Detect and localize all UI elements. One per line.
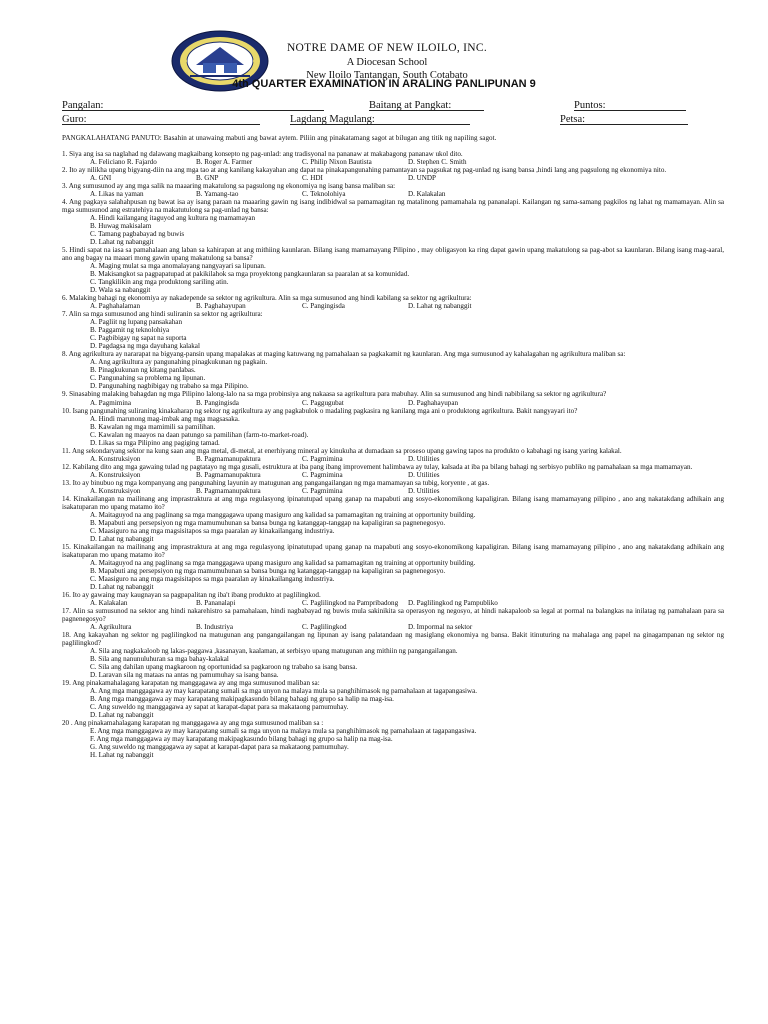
answer-option[interactable]: A. Ang agrikultura ay pangunahing pinagkukunan ng pagkain. — [90, 358, 268, 367]
answer-option[interactable]: D. Utilities — [408, 470, 440, 479]
answer-option[interactable]: A. Kalakalan — [90, 598, 128, 607]
question-stem: 6. Malaking bahagi ng ekonomiya ay nakadepende sa sektor ng agrikultura. Alin sa mga sumusunod ang hindi kabilang sa sektor ng agrikultura: — [62, 294, 472, 303]
answer-option[interactable]: C. Tangkilikin ang mga produktong sariling atin. — [90, 278, 229, 287]
school-header — [272, 42, 502, 83]
puntos-line[interactable] — [574, 100, 686, 111]
answer-option[interactable]: C. Pangunahing sa problema ng lipunan. — [90, 374, 206, 383]
question-stem: 20 . Ang pinakamahalagang karapatan ng manggagawa ay ang mga sumusunod maliban sa : — [62, 719, 324, 728]
answer-option[interactable]: A. Maging mulat sa mga anomalayang nangyayari sa lipunan. — [90, 262, 266, 271]
answer-options — [62, 174, 724, 182]
answer-options — [62, 559, 724, 591]
general-instructions: PANGKALAHATANG PANUTO: Basahin at unawaing mabuti ang bawat aytem. Piliin ang pinakatamang sagot at bilugan ang titik ng napiling sagot. — [62, 134, 497, 142]
answer-options — [62, 399, 724, 407]
question-15 — [62, 543, 724, 591]
answer-option[interactable]: D. Impormal na sektor — [408, 622, 473, 631]
question-19 — [62, 679, 724, 719]
answer-option[interactable]: A. Paghahalaman — [90, 302, 141, 311]
answer-option[interactable]: A. GNI — [90, 174, 112, 183]
question-stem: 16. Ito ay gawaing may kaugnayan sa pagpapalitan ng iba't ibang produkto at paglilingkod. — [62, 590, 321, 599]
question-stem: 12. Kabilang dito ang mga gawaing tulad ng pagtatayo ng mga gusali, estruktura at iba pang ibang improvement halimbawa ay tulay, kalsada at iba pa bilang bahagi ng serbisyo publiko ng pamahalaan sa mga mamamayan. — [62, 462, 693, 471]
answer-option[interactable]: A. Maitaguyod na ang paglinang sa mga manggagawa upang masiguro ang kalidad sa pamamagitan ng training at opportunity building. — [90, 558, 476, 567]
answer-option[interactable]: C. Kawalan ng maayos na daan patungo sa pamilihan (farm-to-market-road). — [90, 430, 309, 439]
answer-option[interactable]: B. Kawalan ng mga mamimili sa pamilihan. — [90, 422, 216, 431]
answer-option[interactable]: A. Maitaguyod na ang paglinang sa mga manggagawa upang masiguro ang kalidad sa pamamagitan ng training at opportunity building. — [90, 510, 476, 519]
info-row-1 — [62, 100, 722, 114]
question-17 — [62, 607, 724, 631]
answer-option[interactable]: D. Lahat ng nabanggit — [90, 238, 154, 247]
school-subtitle: A Diocesan School — [346, 56, 428, 68]
answer-options — [62, 190, 724, 198]
answer-option[interactable]: C. Paggugubat — [302, 398, 344, 407]
exam-content — [62, 134, 724, 759]
question-13 — [62, 479, 724, 495]
question-16 — [62, 591, 724, 607]
answer-option[interactable]: D. Kalakalan — [408, 190, 446, 199]
pangalan-label: Pangalan: — [62, 100, 104, 111]
answer-option[interactable]: B. Paggamit ng teknolohiya — [90, 326, 170, 335]
guro-label: Guro: — [62, 114, 87, 125]
answer-option[interactable]: B. Pagmamanupaktura — [196, 486, 261, 495]
answer-option[interactable]: A. Konstruksiyon — [90, 454, 141, 463]
answer-option[interactable]: C. Maasiguro na ang mga magsisitapos sa mga paaralan ay kinakailangang industriya. — [90, 526, 335, 535]
puntos-label: Puntos: — [574, 100, 606, 111]
question-stem: 14. Kinakailangan na mailinang ang imprastraktura at ang mga regulasyong ipinatutupad upang ganap na mapabuti ang sosyo-ekonomikong kapaligiran. Bilang isang mamamayang pilipino , ano ang nakatakdang adhikain ang isakatuparan mo upang matamo ito? — [62, 494, 724, 511]
answer-options — [62, 455, 724, 463]
answer-option[interactable]: A. Konstruksiyon — [90, 470, 141, 479]
answer-options — [62, 487, 724, 495]
question-stem: 13. Ito ay binubuo ng mga kompanyang ang pangunahing layunin ay matugunan ang pangangailangan ng mga mamamayan sa tubig, koryente , at gas. — [62, 478, 490, 487]
answer-options — [62, 302, 724, 310]
question-11 — [62, 447, 724, 463]
answer-option[interactable]: E. Ang mga manggagawa ay may karapatang sumali sa mga unyon na malaya mula sa panghihimasok ng pamahalaan at tagapangasiwa. — [90, 727, 477, 736]
answer-option[interactable]: D. UNDP — [408, 174, 436, 183]
answer-option[interactable]: B. Roger A. Farmer — [196, 158, 253, 167]
answer-option[interactable]: A. Pagmimina — [90, 398, 131, 407]
question-6 — [62, 294, 724, 310]
answer-option[interactable]: C. Sila ang dahilan upang magkaroon ng oportunidad sa pagkaroon ng trabaho sa isang bansa. — [90, 663, 358, 672]
question-10 — [62, 407, 724, 447]
answer-option[interactable]: C. Pagbibigay ng sapat na suporta — [90, 334, 187, 343]
answer-options — [62, 415, 724, 447]
answer-option[interactable]: D. Laravan sila ng mataas na antas ng pamumuhay sa isang bansa. — [90, 671, 279, 680]
baitang-line[interactable] — [369, 100, 484, 111]
answer-options — [62, 471, 724, 479]
answer-option[interactable]: D. Paglilingkod ng Pampubliko — [408, 598, 498, 607]
answer-option[interactable]: D. Likas sa mga Pilipino ang pagiging tamad. — [90, 438, 220, 447]
answer-option[interactable]: B. GNP — [196, 174, 219, 183]
answer-options — [62, 623, 724, 631]
question-stem: 10. Isang pangunahing suliraning kinakaharap ng sektor ng agrikultura ay ang pagkabulok o madaling pagkasira ng kanilang mga ani o produktong agrikultura. Bakit nangyayari ito? — [62, 406, 578, 415]
answer-option[interactable]: A. Feliciano R. Fajardo — [90, 158, 157, 167]
exam-title: 4th QUARTER EXAMINATION IN ARALING PANLIPUNAN 9 — [232, 78, 536, 90]
question-stem: 9. Sinasabing malaking bahagdan ng mga Pilipino lalong-lalo na sa mga probinsiya ang nakaasa sa agrikultura para mabuhay. Alin sa sumusunod ang hindi nabibilang sa sektor ng agrikultura? — [62, 390, 607, 399]
answer-options — [62, 358, 724, 390]
question-9 — [62, 390, 724, 406]
answer-option[interactable]: C. Paglilingkod na Pampribadong — [302, 598, 399, 607]
answer-options — [62, 511, 724, 543]
answer-options — [62, 318, 724, 350]
answer-option[interactable]: C. Pagmimina — [302, 470, 343, 479]
answer-options — [62, 727, 724, 759]
question-stem: 1. Siya ang isa sa naglahad ng dalawang magkaibang konsepto ng pag-unlad: ang tradisyonal na pananaw at makabagong pananaw ukol dito. — [62, 150, 463, 159]
answer-option[interactable]: B. Ang mga manggagawa ay may karapatang makipagkasundo bilang bahagi ng grupo sa halip na mag-isa. — [90, 695, 394, 704]
answer-option[interactable]: A. Hindi marunong mag-imbak ang mga magsasaka. — [90, 414, 240, 423]
petsa-line[interactable] — [560, 114, 688, 125]
answer-option[interactable]: B. Pinagkukunan ng kitang panlabas. — [90, 366, 196, 375]
answer-option[interactable]: B. Sila ang nanunuluhuran sa mga bahay-kalakal — [90, 655, 229, 663]
answer-options — [62, 599, 724, 607]
answer-options — [62, 647, 724, 679]
answer-options — [62, 687, 724, 719]
answer-option[interactable]: A. Konstruksiyon — [90, 486, 141, 495]
question-8 — [62, 350, 724, 390]
answer-option[interactable]: B. Yamang-tao — [196, 190, 239, 199]
answer-option[interactable]: C. Teknolohiya — [302, 190, 346, 199]
question-2 — [62, 166, 724, 182]
answer-option[interactable]: B. Mapabuti ang persepsiyon ng mga mamumuhunan sa bansa bunga ng katanggap-tanggap na kapaligiran sa pagnenegosyo. — [90, 518, 446, 527]
answer-option[interactable]: A. Sila ang nagkakaloob ng lakas-paggawa ,kasanayan, kaalaman, at serbisyo upang matugunan ang mithiin ng pangangailangan. — [90, 646, 458, 655]
answer-option[interactable]: D. Utilities — [408, 454, 440, 463]
answer-option[interactable]: D. Wala sa nabanggit — [90, 286, 151, 295]
lagdang-line[interactable] — [290, 114, 470, 125]
answer-option[interactable]: D. Lahat ng nabanggit — [408, 302, 472, 311]
answer-option[interactable]: B. Pananalapi — [196, 598, 236, 607]
answer-option[interactable]: C. Ang suweldo ng manggagawa ay sapat at karapat-dapat para sa makataong pamumuhay. — [90, 703, 349, 712]
petsa-label: Petsa: — [560, 114, 586, 125]
question-stem: 5. Hindi sapat na iasa sa pamahalaan ang laban sa kahirapan at ang mithiing kaunlaran. Bilang isang mamamayang Pilipino , may obligasyon ka ring dapat gawin upang makatulong sa pag-abot sa kaunlaran. Bilang isang mag-aaral, ano ang bagay na maaari mong gawin upang makatulong sa bansa? — [62, 246, 724, 263]
answer-option[interactable]: D. Pangunahing nagbibigay ng trabaho sa mga Pilipino. — [90, 382, 249, 391]
answer-option[interactable]: B. Huwag makisalam — [90, 222, 152, 231]
question-stem: 19. Ang pinakamahalagang karapatan ng manggagawa ay ang mga sumusunod maliban sa: — [62, 679, 320, 688]
answer-option[interactable]: D. Lahat ng nabanggit — [90, 711, 154, 720]
question-stem: 17. Alin sa sumusunod na sektor ang hindi nakarehistro sa pamahalaan, hindi nagbabayad ng buwis mula sakinikita sa operasyon ng negosyo, at hindi nakapaloob sa legal at pormal na balangkas na inilatag ng pamahalaan para sa pagnenegosyo? — [62, 606, 724, 623]
question-stem: 18. Ang kakayahan ng sektor ng paglilingkod na matugunan ang pangangailangan ng lipunan ay isang palatandaan ng masiglang ekonomiya ng bansa. Bakit itinuturing na mahalaga ang papel na ginagampanan ng sektor ng paglilingkod? — [62, 630, 724, 647]
answer-option[interactable]: C. Philip Nixon Bautista — [302, 158, 372, 167]
question-4 — [62, 198, 724, 246]
answer-option[interactable]: C. Tamang pagbabayad ng buwis — [90, 230, 185, 239]
answer-option[interactable]: A. Agrikultura — [90, 622, 132, 631]
answer-option[interactable]: D. Lahat ng nabanggit — [90, 534, 154, 543]
answer-option[interactable]: C. Pangingisda — [302, 302, 345, 311]
answer-options — [62, 262, 724, 294]
question-14 — [62, 495, 724, 543]
answer-option[interactable]: B. Pagmamanupaktura — [196, 454, 261, 463]
info-row-2 — [62, 114, 722, 128]
answer-option[interactable]: B. Makisangkot sa pagpapatupad at pakikilahok sa mga proyektong pangkaunlaran sa paaralan at sa komunidad. — [90, 270, 410, 279]
answer-options — [62, 158, 724, 166]
question-7 — [62, 310, 724, 350]
pangalan-line[interactable] — [62, 100, 324, 111]
question-list — [62, 150, 724, 759]
answer-option[interactable]: B. Mapabuti ang persepsiyon ng mga mamumuhunan sa bansa bunga ng katanggap-tanggap na kapaligiran sa pagnenegosyo. — [90, 566, 446, 575]
question-stem: 4. Ang pagkaya salahahpusan ng bawat isa ay isang paraan na maaaring gawin ng isang indibidwal sa pamamagitan ng matalinong pamamahala ng pananalapi. Kailangan ng sama-samang pagkilos ng lahat ng mamamayan. Alin sa mga sumusunod ang estratehiya na makatutulong sa pag-unlad ng bansa: — [62, 198, 724, 215]
answer-option[interactable]: A. Ang mga manggagawa ay may karapatang sumali sa mga unyon na malaya mula sa panghihimasok ng pamahalaan at tagapangasiwa. — [90, 687, 478, 696]
answer-option[interactable]: D. Utilities — [408, 486, 440, 495]
question-stem: 15. Kinakailangan na mailinang ang imprastraktura at ang mga regulasyong ipinatutupad upang ganap na mapabuti ang sosyo-ekonomikong kapaligiran. Bilang isang mamamayang pilipino , ano ang nakatakdang adhikain ang isakatuparan mo upang matamo ito? — [62, 542, 724, 559]
question-stem: 11. Ang sekondaryang sektor na kung saan ang mga metal, di-metal, at enerhiyang mineral ay kinukuha at dumadaan sa proseso upang gawing tapos na produkto o kabahagi ng isang yaring kalakal. — [62, 446, 622, 455]
answer-option[interactable]: D. Stephen C. Smith — [408, 158, 467, 167]
answer-option[interactable]: C. Maasiguro na ang mga magsisitapos sa mga paaralan ay kinakailangang industriya. — [90, 574, 335, 583]
question-stem: 2. Ito ay nilikha upang bigyang-diin na ang mga tao at ang kanilang kakayahan ang dapat na pinakapangunahing pamantayan sa pagsukat ng pag-unlad ng isang bansa ,hindi lang ang pagsulong ng ekonomiya nito. — [62, 166, 667, 175]
school-name: NOTRE DAME OF NEW ILOILO, INC. — [286, 42, 488, 54]
answer-option[interactable]: B. Paghahayupan — [196, 302, 246, 311]
baitang-label: Baitang at Pangkat: — [369, 100, 452, 111]
answer-option[interactable]: B. Pagmamanupaktura — [196, 470, 261, 479]
guro-line[interactable] — [62, 114, 260, 125]
answer-option[interactable]: D. Paghahayupan — [408, 398, 459, 407]
answer-option[interactable]: B. Pangingisda — [196, 398, 239, 407]
answer-option[interactable]: C. Pagmimina — [302, 486, 343, 495]
answer-option[interactable]: G. Ang suweldo ng manggagawa ay sapat at karapat-dapat para sa makataong pamumuhay. — [90, 743, 349, 752]
answer-options — [62, 214, 724, 246]
answer-option[interactable]: F. Ang mga manggagawa ay may karapatang makipagkasundo bilang bahagi ng grupo sa halip na mag-isa. — [90, 735, 393, 744]
answer-option[interactable]: B. Industriya — [196, 622, 234, 631]
question-3 — [62, 182, 724, 198]
question-18 — [62, 631, 724, 679]
answer-option[interactable]: D. Pagdagsa ng mga dayuhang kalakal — [90, 342, 200, 351]
question-stem: 8. Ang agrikultura ay nararapat na bigyang-pansin upang mapalakas at maging katuwang ng pamahalaan sa pagkakamit ng kaunlaran. Ang mga sumusunod ay kahalagahan ng agrikultura maliban sa: — [62, 350, 626, 359]
answer-option[interactable]: H. Lahat ng nabanggit — [90, 751, 154, 760]
answer-option[interactable]: C. Paglilingkod — [302, 622, 347, 631]
answer-option[interactable]: A. Pagliit ng lupang pansakahan — [90, 318, 183, 327]
question-5 — [62, 246, 724, 294]
question-stem: 7. Alin sa mga sumusunod ang hindi suliranin sa sektor ng agrikultura: — [62, 310, 263, 319]
lagdang-label: Lagdang Magulang: — [290, 114, 375, 125]
question-stem: 3. Ang sumusunod ay ang mga salik na maaaring makatulong sa pagsulong ng ekonomiya ng isang bansa maliban sa: — [62, 182, 396, 191]
answer-option[interactable]: C. Pagmimina — [302, 454, 343, 463]
answer-option[interactable]: A. Likas na yaman — [90, 190, 144, 199]
answer-option[interactable]: C. HDI — [302, 174, 323, 183]
answer-option[interactable]: D. Lahat ng nabanggit — [90, 582, 154, 591]
answer-option[interactable]: A. Hindi kailangang itaguyod ang kultura ng mamamayan — [90, 214, 256, 223]
question-1 — [62, 150, 724, 166]
question-20 — [62, 719, 724, 759]
school-address: New Iloilo Tantangan, South Cotabato — [306, 70, 468, 81]
question-12 — [62, 463, 724, 479]
